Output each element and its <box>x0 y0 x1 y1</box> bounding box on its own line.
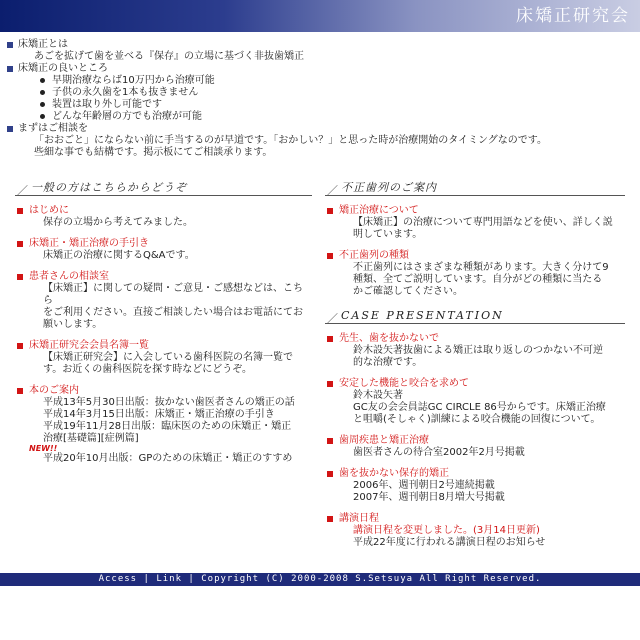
slash-icon: ／ <box>17 184 28 197</box>
slash-icon: ／ <box>327 184 338 197</box>
list-item: 装置は取り外し可能です <box>38 99 634 111</box>
case-entry-dont-extract <box>325 333 625 369</box>
entry-link[interactable]: 患者さんの相談室 <box>29 271 109 282</box>
merit-list <box>18 75 634 123</box>
entry-books <box>15 385 312 465</box>
square-bullet-icon <box>7 126 13 132</box>
intro-section <box>4 39 634 159</box>
entry-link[interactable]: 床矯正研究会会員名簿一覧 <box>29 340 149 351</box>
entry-desc: 願いします。 <box>43 319 103 330</box>
entry-link[interactable]: 本のご案内 <box>29 385 79 396</box>
entry-desc: かご確認してください。 <box>353 286 463 297</box>
entry-desc: と咀嚼(そしゃく)訓練による咬合機能の回復について。 <box>353 414 601 425</box>
list-item: 子供の永久歯を1本も抜きません <box>38 87 634 99</box>
entry-desc: 治療[基礎篇][症例篇] <box>43 433 139 444</box>
entry-desc: 2006年、週刊朝日2号連続掲載 <box>353 480 495 491</box>
dot-bullet-icon <box>40 114 45 119</box>
square-bullet-icon <box>17 274 23 280</box>
square-bullet-icon <box>327 381 333 387</box>
list-item: どんな年齢層の方でも治療が可能 <box>38 111 634 123</box>
entry-members <box>15 340 312 376</box>
intro-heading: 床矯正の良いところ <box>18 63 108 74</box>
entry-desc: 平成19年11月28日出版：臨床医のための床矯正・矯正 <box>43 421 292 432</box>
case-heading: ／ CASE PRESENTATION <box>325 310 625 324</box>
dot-bullet-icon <box>40 102 45 107</box>
entry-desc: 平成22年度に行われる講演日程のお知らせ <box>353 537 546 548</box>
intro-text: 「おおごと」にならない前に手当するのが早道です。「おかしい？」と思った時が治療開始のタイミングなのです。 <box>34 135 547 146</box>
entry-consultation <box>15 271 312 331</box>
square-bullet-icon <box>327 253 333 259</box>
site-title: 床矯正研究会 <box>516 6 630 26</box>
entry-link[interactable]: 歯周疾患と矯正治療 <box>339 435 429 446</box>
entry-desc: 2007年、週刊朝日8月増大号掲載 <box>353 492 505 503</box>
malocclusion-column <box>325 182 625 549</box>
entry-desc: 平成20年10月出版：GPのための床矯正・矯正のすすめ <box>43 453 293 464</box>
entry-desc: 明しています。 <box>353 229 423 240</box>
entry-desc: 【床矯正】の治療について専門用語などを使い、詳しく説 <box>353 217 613 228</box>
entry-desc: GC友の会会員誌GC CIRCLE 86号からです。床矯正治療 <box>353 402 606 413</box>
lecture-update-notice: 講演日程を変更しました。(3月14日更新) <box>353 525 540 536</box>
list-item: 早期治療ならば10万円から治療可能 <box>38 75 634 87</box>
entry-desc: 歯医者さんの待合室2002年2月号掲載 <box>353 447 525 458</box>
square-bullet-icon <box>327 471 333 477</box>
entry-desc: 鈴木設矢著抜歯による矯正は取り返しのつかない不可逆 <box>353 345 603 356</box>
entry-link[interactable]: 講演日程 <box>339 513 379 524</box>
section-heading: ／ 一般の方はこちらからどうぞ <box>15 182 312 196</box>
case-entry-conservative <box>325 468 625 504</box>
entry-desc: 平成14年3月15日出版：床矯正・矯正治療の手引き <box>43 409 275 420</box>
intro-heading: まずはご相談を <box>18 123 88 134</box>
entry-link[interactable]: はじめに <box>29 205 69 216</box>
slash-icon: ／ <box>327 312 338 325</box>
case-entry-lectures <box>325 513 625 549</box>
new-badge: NEW!! <box>29 444 58 453</box>
entry-link[interactable]: 歯を抜かない保存的矯正 <box>339 468 449 479</box>
entry-treatment <box>325 205 625 241</box>
general-column <box>15 182 312 465</box>
square-bullet-icon <box>7 66 13 72</box>
dot-bullet-icon <box>40 90 45 95</box>
entry-desc: 保存の立場から考えてみました。 <box>43 217 193 228</box>
case-entry-periodontal <box>325 435 625 459</box>
footer-bar <box>0 573 640 586</box>
entry-link[interactable]: 矯正治療について <box>339 205 419 216</box>
intro-heading: 床矯正とは <box>18 39 68 50</box>
entry-desc: す。お近くの歯科医院を探す時などにどうぞ。 <box>43 364 252 375</box>
intro-item-merits <box>4 63 634 123</box>
entry-link[interactable]: 床矯正・矯正治療の手引き <box>29 238 149 249</box>
square-bullet-icon <box>7 42 13 48</box>
square-bullet-icon <box>327 516 333 522</box>
square-bullet-icon <box>17 241 23 247</box>
square-bullet-icon <box>17 343 23 349</box>
entry-desc: 種類、全てご説明しています。自分がどの種類に当たる <box>353 274 603 285</box>
intro-text: 些細な事でも結構です。掲示板にてご相談承ります。 <box>34 147 273 158</box>
entry-intro <box>15 205 312 229</box>
square-bullet-icon <box>327 208 333 214</box>
intro-item-about <box>4 39 634 63</box>
section-heading: ／ 不正歯列のご案内 <box>325 182 625 196</box>
entry-desc: 的な治療です。 <box>353 357 423 368</box>
header-bar <box>0 0 640 32</box>
entry-desc: 【床矯正】に関しての疑問・ご意見・ご感想などは、こちら <box>43 283 303 306</box>
entry-link[interactable]: 不正歯列の種類 <box>339 250 409 261</box>
entry-guide <box>15 238 312 262</box>
case-entry-stable-function <box>325 378 625 426</box>
square-bullet-icon <box>327 336 333 342</box>
entry-desc: 平成13年5月30日出版：抜かない歯医者さんの矯正の話 <box>43 397 295 408</box>
entry-desc: をご利用ください。直接ご相談したい場合はお電話にてお <box>43 307 303 318</box>
entry-desc: 不正歯列にはさまざまな種類があります。大きく分けて9 <box>353 262 609 273</box>
entry-link[interactable]: 安定した機能と咬合を求めて <box>339 378 469 389</box>
square-bullet-icon <box>327 438 333 444</box>
entry-desc: 床矯正の治療に関するQ&Aです。 <box>43 250 195 261</box>
entry-desc: 【床矯正研究会】に入会している歯科医院の名簿一覧で <box>43 352 293 363</box>
footer-text[interactable]: Access | Link | Copyright (C) 2000-2008 S.Setsuya All Right Reserved. <box>98 574 542 584</box>
entry-link[interactable]: 先生、歯を抜かないで <box>339 333 439 344</box>
intro-item-consult <box>4 123 634 159</box>
entry-types <box>325 250 625 298</box>
square-bullet-icon <box>17 388 23 394</box>
intro-text: あごを拡げて歯を並べる『保存』の立場に基づく非抜歯矯正 <box>34 51 304 62</box>
square-bullet-icon <box>17 208 23 214</box>
entry-desc: 鈴木設矢著 <box>353 390 403 401</box>
dot-bullet-icon <box>40 78 45 83</box>
